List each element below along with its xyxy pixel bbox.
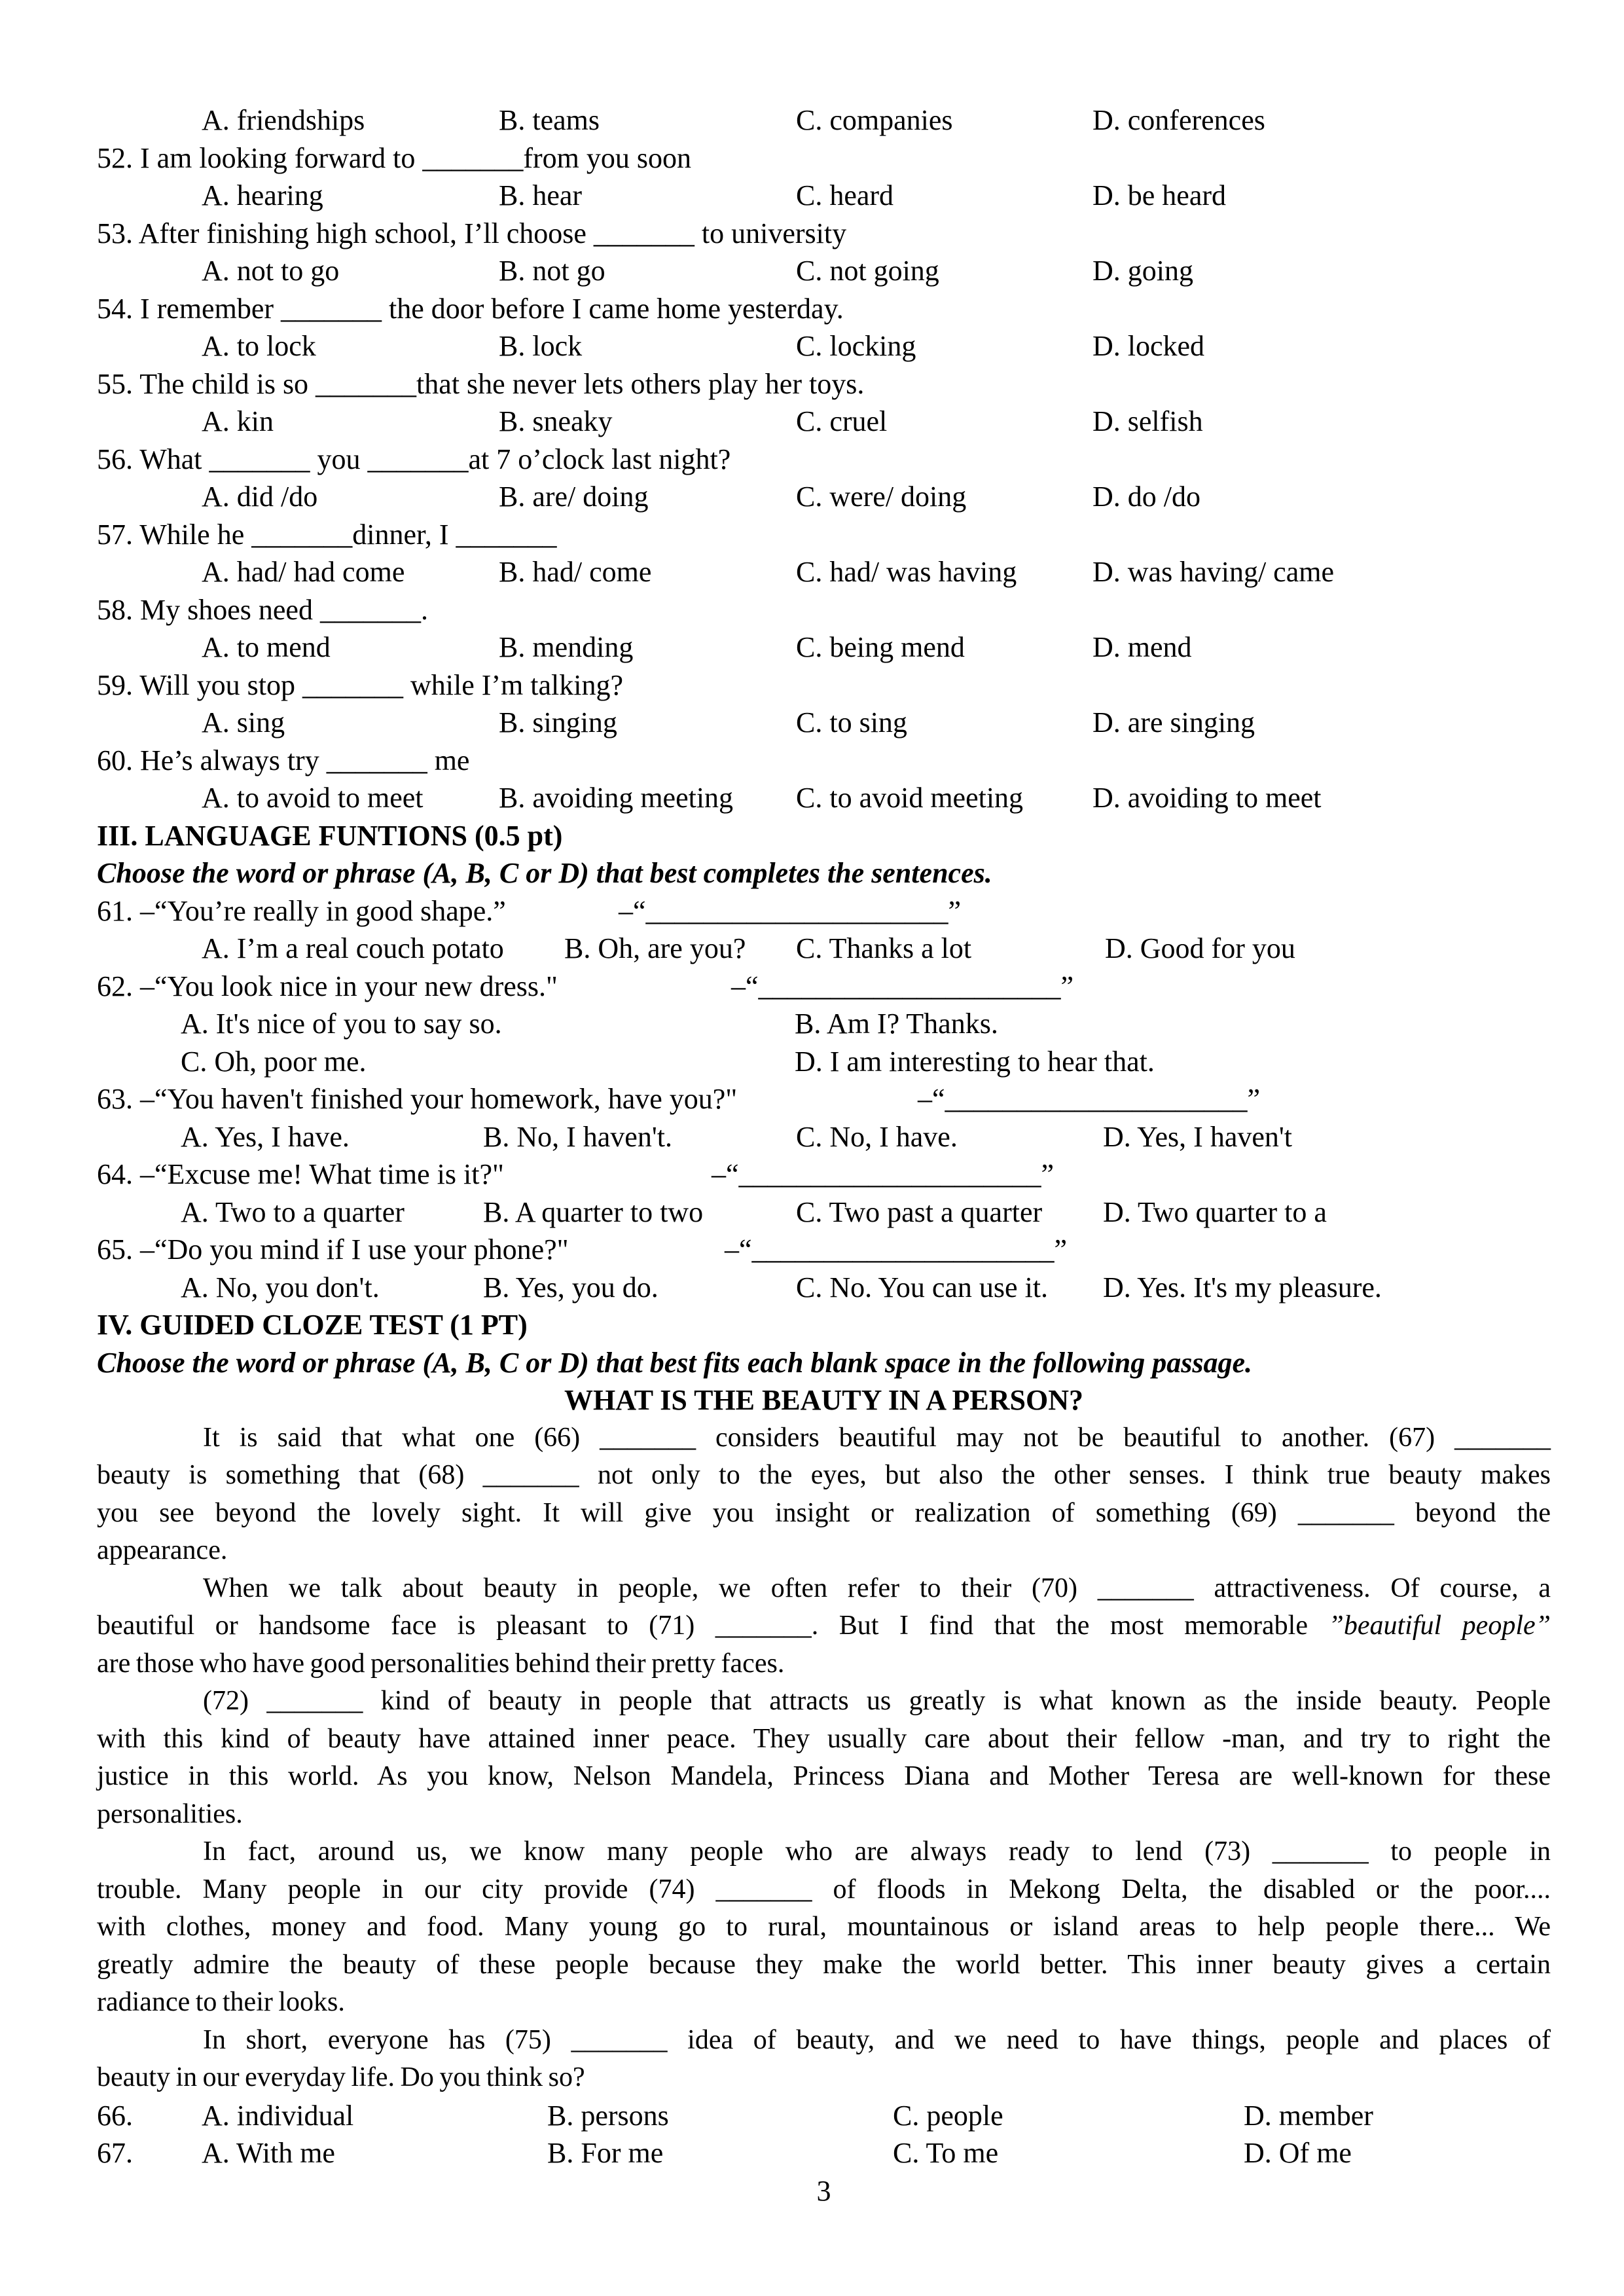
option-a: A. No, you don't. bbox=[181, 1271, 380, 1303]
option-c: C. Two past a quarter bbox=[796, 1195, 1043, 1228]
question-62-options-row-2 bbox=[97, 1043, 1551, 1081]
question-text: 58. My shoes need _______. bbox=[97, 593, 428, 626]
question-62 bbox=[97, 968, 1551, 1006]
option-b: B. persons bbox=[547, 2099, 669, 2132]
option-b: B. mending bbox=[499, 631, 634, 663]
question-64-answer-blank: –“_____________________” bbox=[712, 1158, 1055, 1190]
option-d: D. be heard bbox=[1092, 179, 1227, 211]
option-a: A. to mend bbox=[202, 631, 331, 663]
option-b: B. not go bbox=[499, 255, 605, 287]
option-c: C. not going bbox=[796, 255, 939, 287]
option-b: B. avoiding meeting bbox=[499, 782, 734, 814]
question-53-options-row bbox=[97, 252, 1551, 290]
passage-title: WHAT IS THE BEAUTY IN A PERSON? bbox=[564, 1384, 1084, 1416]
option-b: B. Yes, you do. bbox=[483, 1271, 659, 1303]
option-d: D. I am interesting to hear that. bbox=[795, 1045, 1155, 1078]
question-64-text: 64. –“Excuse me! What time is it?" bbox=[97, 1158, 504, 1190]
question-62-text: 62. –“You look nice in your new dress." bbox=[97, 970, 558, 1002]
option-b: B. singing bbox=[499, 706, 617, 738]
option-d: D. avoiding to meet bbox=[1092, 782, 1322, 814]
option-c: C. to sing bbox=[796, 706, 907, 738]
option-b: B. had/ come bbox=[499, 556, 652, 588]
question-61-text: 61. –“You’re really in good shape.” bbox=[97, 894, 506, 927]
question-58-options-row bbox=[97, 629, 1551, 666]
passage-line: In short, everyone has (75) _______ idea of beauty, and we need to have things, people and places of bbox=[203, 2024, 1551, 2055]
passage-line: with this kind of beauty have attained inner peace. They usually care about their fellow -man, and try to right the bbox=[97, 1723, 1551, 1754]
option-a: A. Yes, I have. bbox=[181, 1120, 350, 1153]
passage-line: personalities. bbox=[97, 1798, 243, 1829]
question-53 bbox=[97, 215, 1551, 253]
option-d: D. Yes, I haven't bbox=[1103, 1120, 1293, 1153]
passage-line-italic-phrase: ”beautiful people” bbox=[1328, 1611, 1551, 1641]
option-c: C. To me bbox=[893, 2137, 999, 2169]
option-c: C. companies bbox=[796, 104, 953, 136]
option-d: D. selfish bbox=[1092, 405, 1203, 437]
option-b: B. sneaky bbox=[499, 405, 613, 437]
option-b: B. teams bbox=[499, 104, 600, 136]
question-64 bbox=[97, 1156, 1551, 1194]
question-65 bbox=[97, 1231, 1551, 1269]
option-c: C. were/ doing bbox=[796, 481, 967, 513]
option-a: A. kin bbox=[202, 405, 274, 437]
question-64-options-row bbox=[97, 1194, 1551, 1231]
question-text: 60. He’s always try _______ me bbox=[97, 744, 470, 776]
question-56 bbox=[97, 441, 1551, 479]
option-b: B. A quarter to two bbox=[483, 1195, 704, 1228]
option-c: C. locking bbox=[796, 330, 916, 362]
passage-line: you see beyond the lovely sight. It will give you insight or realization of something (69) _______ beyond the bbox=[97, 1497, 1551, 1528]
option-d: D. was having/ came bbox=[1092, 556, 1334, 588]
passage-line: When we talk about beauty in people, we often refer to their (70) _______ attractiveness. Of course, a bbox=[203, 1573, 1551, 1603]
option-a: A. Two to a quarter bbox=[181, 1195, 405, 1228]
option-c: C. heard bbox=[796, 179, 894, 211]
question-55 bbox=[97, 365, 1551, 403]
option-a: A. did /do bbox=[202, 481, 318, 513]
question-57 bbox=[97, 516, 1551, 554]
question-number: 66. bbox=[97, 2099, 133, 2132]
option-a: A. individual bbox=[202, 2099, 354, 2132]
option-a: A. to lock bbox=[202, 330, 316, 362]
section-iii-heading: III. LANGUAGE FUNTIONS (0.5 pt) bbox=[97, 819, 563, 852]
question-54 bbox=[97, 290, 1551, 328]
option-c: C. Oh, poor me. bbox=[181, 1045, 367, 1078]
question-text: 56. What _______ you _______at 7 o’clock last night? bbox=[97, 443, 731, 475]
option-a: A. not to go bbox=[202, 255, 340, 287]
question-51-options-row bbox=[97, 101, 1551, 139]
question-61 bbox=[97, 892, 1551, 930]
option-c: C. to avoid meeting bbox=[796, 782, 1024, 814]
option-a: A. With me bbox=[202, 2137, 335, 2169]
option-a: A. friendships bbox=[202, 104, 365, 136]
question-62-options-row-1 bbox=[97, 1005, 1551, 1043]
option-d: D. going bbox=[1092, 255, 1193, 287]
question-text: 59. Will you stop _______ while I’m talking? bbox=[97, 668, 624, 701]
option-d: D. locked bbox=[1092, 330, 1205, 362]
passage-line: beauty in our everyday life. Do you think so? bbox=[97, 2062, 585, 2092]
option-c: C. being mend bbox=[796, 631, 965, 663]
option-a: A. had/ had come bbox=[202, 556, 405, 588]
option-c: C. Thanks a lot bbox=[796, 932, 972, 964]
page-number: 3 bbox=[816, 2174, 831, 2207]
passage-line: (72) _______ kind of beauty in people that attracts us greatly is what known as the inside beauty. People bbox=[203, 1686, 1551, 1716]
question-58 bbox=[97, 591, 1551, 629]
question-63 bbox=[97, 1080, 1551, 1118]
passage-line: beauty is something that (68) _______ not only to the eyes, but also the other senses. I think true beauty makes bbox=[97, 1460, 1551, 1490]
option-b: B. For me bbox=[547, 2137, 664, 2169]
question-65-options-row bbox=[97, 1269, 1551, 1307]
option-d: D. conferences bbox=[1092, 104, 1265, 136]
option-a: A. I’m a real couch potato bbox=[202, 932, 504, 964]
question-text: 52. I am looking forward to _______from you soon bbox=[97, 141, 691, 174]
passage-line: greatly admire the beauty of these people because they make the world better. This inner beauty gives a certain bbox=[97, 1949, 1551, 1980]
option-a: A. hearing bbox=[202, 179, 323, 211]
question-66-options-row bbox=[97, 2097, 1551, 2135]
question-56-options-row bbox=[97, 478, 1551, 516]
option-b: B. lock bbox=[499, 330, 583, 362]
passage-line: appearance. bbox=[97, 1535, 228, 1565]
option-c: C. people bbox=[893, 2099, 1003, 2132]
question-63-options-row bbox=[97, 1118, 1551, 1156]
option-b: B. Am I? Thanks. bbox=[795, 1008, 998, 1040]
passage-line bbox=[97, 1607, 1551, 1645]
passage-line: justice in this world. As you know, Nelson Mandela, Princess Diana and Mother Teresa are well-known for these bbox=[97, 1761, 1551, 1791]
option-a: A. sing bbox=[202, 706, 285, 738]
option-c: C. had/ was having bbox=[796, 556, 1017, 588]
option-b: B. are/ doing bbox=[499, 481, 649, 513]
option-d: D. Two quarter to a bbox=[1103, 1195, 1327, 1228]
question-55-options-row bbox=[97, 403, 1551, 441]
option-c: C. No. You can use it. bbox=[796, 1271, 1049, 1303]
option-b: B. Oh, are you? bbox=[564, 932, 746, 964]
option-d: D. Of me bbox=[1244, 2137, 1352, 2169]
question-text: 55. The child is so _______that she never lets others play her toys. bbox=[97, 367, 865, 400]
option-b: B. No, I haven't. bbox=[483, 1120, 672, 1153]
option-a: A. to avoid to meet bbox=[202, 782, 424, 814]
question-59-options-row bbox=[97, 704, 1551, 742]
section-iv-heading: IV. GUIDED CLOZE TEST (1 PT) bbox=[97, 1309, 528, 1341]
question-number: 67. bbox=[97, 2137, 133, 2169]
question-63-answer-blank: –“_____________________” bbox=[918, 1083, 1261, 1115]
question-54-options-row bbox=[97, 327, 1551, 365]
question-61-answer-blank: –“_____________________” bbox=[619, 894, 962, 927]
question-60-options-row bbox=[97, 779, 1551, 817]
question-62-answer-blank: –“_____________________” bbox=[731, 970, 1074, 1002]
question-52 bbox=[97, 139, 1551, 177]
section-iii-instruction: Choose the word or phrase (A, B, C or D) that best completes the sentences. bbox=[97, 857, 992, 889]
question-52-options-row bbox=[97, 177, 1551, 215]
option-d: D. Good for you bbox=[1105, 932, 1295, 964]
passage-line-text: beautiful or handsome face is pleasant to (71) _______. But I find that the most memorable bbox=[97, 1611, 1329, 1641]
option-d: D. are singing bbox=[1092, 706, 1255, 738]
passage-line: are those who have good personalities behind their pretty faces. bbox=[97, 1648, 785, 1679]
option-c: C. No, I have. bbox=[796, 1120, 958, 1153]
passage-line: In fact, around us, we know many people who are always ready to lend (73) _______ to people in bbox=[203, 1836, 1551, 1867]
option-b: B. hear bbox=[499, 179, 583, 211]
question-text: 54. I remember _______ the door before I came home yesterday. bbox=[97, 292, 844, 325]
question-65-answer-blank: –“_____________________” bbox=[725, 1233, 1068, 1266]
question-text: 53. After finishing high school, I’ll choose _______ to university bbox=[97, 217, 847, 249]
option-c: C. cruel bbox=[796, 405, 888, 437]
question-text: 57. While he _______dinner, I _______ bbox=[97, 518, 557, 551]
question-63-text: 63. –“You haven't finished your homework, have you?" bbox=[97, 1083, 738, 1115]
passage-line: trouble. Many people in our city provide (74) _______ of floods in Mekong Delta, the disabled or the poor.... bbox=[97, 1874, 1551, 1904]
passage-line: It is said that what one (66) _______ considers beautiful may not be beautiful to another. (67) _______ bbox=[203, 1422, 1551, 1453]
question-67-options-row bbox=[97, 2134, 1551, 2172]
question-59 bbox=[97, 666, 1551, 704]
question-60 bbox=[97, 742, 1551, 780]
question-61-options-row bbox=[97, 930, 1551, 968]
question-65-text: 65. –“Do you mind if I use your phone?" bbox=[97, 1233, 569, 1266]
option-d: D. mend bbox=[1092, 631, 1192, 663]
passage-line: with clothes, money and food. Many young go to rural, mountainous or island areas to help people there... We bbox=[97, 1912, 1551, 1942]
section-iv-instruction: Choose the word or phrase (A, B, C or D) that best fits each blank space in the following passage. bbox=[97, 1346, 1253, 1379]
question-57-options-row bbox=[97, 553, 1551, 591]
option-d: D. do /do bbox=[1092, 481, 1200, 513]
passage-line: radiance to their looks. bbox=[97, 1987, 345, 2017]
option-d: D. member bbox=[1244, 2099, 1373, 2132]
option-a: A. It's nice of you to say so. bbox=[181, 1008, 502, 1040]
option-d: D. Yes. It's my pleasure. bbox=[1103, 1271, 1382, 1303]
